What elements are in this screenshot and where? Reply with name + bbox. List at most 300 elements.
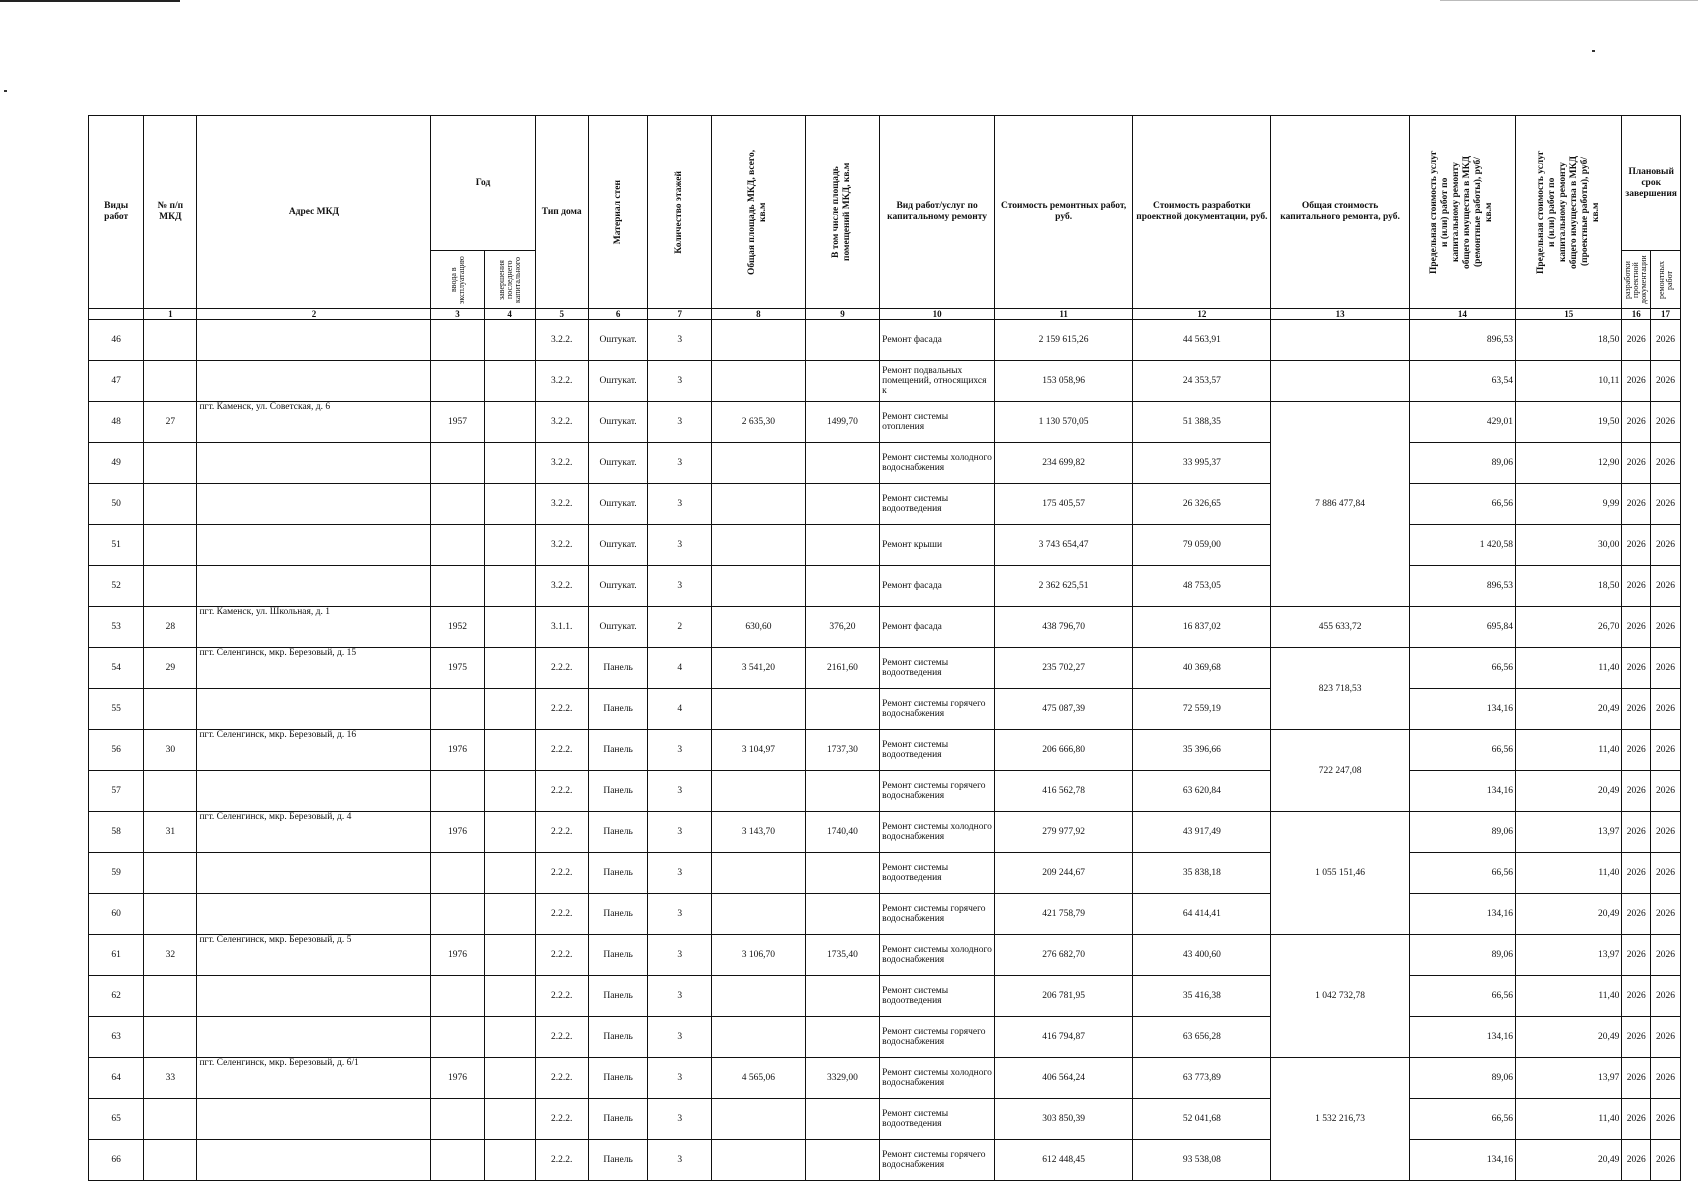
header-material-sten-text: Материал стен (612, 179, 623, 245)
cell-house-type: 2.2.2. (535, 730, 588, 771)
cell-floors: 3 (648, 484, 712, 525)
cell-row-number: 51 (89, 525, 144, 566)
cell-repair-cost: 206 666,80 (995, 730, 1133, 771)
cell-house-type: 2.2.2. (535, 648, 588, 689)
cell-repair-cost: 279 977,92 (995, 812, 1133, 853)
cell-address (197, 484, 431, 525)
cell-wall-material: Панель (588, 1140, 648, 1181)
cell-year-last-repair (484, 1140, 535, 1181)
cell-deadline-project: 2026 (1622, 1140, 1651, 1181)
cell-limit-project: 30,00 (1516, 525, 1622, 566)
cell-deadline-repair: 2026 (1651, 443, 1681, 484)
table-row (89, 566, 1681, 607)
cell-address (197, 443, 431, 484)
cell-year-last-repair (484, 566, 535, 607)
cell-wall-material: Панель (588, 1099, 648, 1140)
cell-address: пгт. Селенгинск, мкр. Березовый, д. 5 (197, 935, 431, 976)
cell-mkd-number (144, 484, 197, 525)
cell-house-type: 2.2.2. (535, 935, 588, 976)
cell-house-type: 2.2.2. (535, 1140, 588, 1181)
cell-total-area (712, 361, 806, 402)
cell-project-cost: 48 753,05 (1133, 566, 1271, 607)
cell-deadline-repair: 2026 (1651, 566, 1681, 607)
cell-house-type: 2.2.2. (535, 1017, 588, 1058)
cell-repair-cost: 2 362 625,51 (995, 566, 1133, 607)
cell-floors: 3 (648, 402, 712, 443)
cell-limit-project: 20,49 (1516, 1017, 1622, 1058)
cell-row-number: 48 (89, 402, 144, 443)
cell-work-type: Ремонт подвальных помещений, относящихся к (880, 361, 995, 402)
cell-total-cost (1271, 320, 1409, 361)
repair-program-table (88, 115, 1681, 1181)
cell-house-type: 3.2.2. (535, 566, 588, 607)
cell-deadline-repair: 2026 (1651, 361, 1681, 402)
cell-year-built (431, 894, 484, 935)
cell-work-type: Ремонт системы водоотведения (880, 484, 995, 525)
cell-wall-material: Панель (588, 812, 648, 853)
cell-row-number: 50 (89, 484, 144, 525)
cell-deadline-repair: 2026 (1651, 320, 1681, 361)
cell-year-built (431, 689, 484, 730)
cell-total-area (712, 320, 806, 361)
cell-limit-project: 11,40 (1516, 1099, 1622, 1140)
cell-total-cost: 455 633,72 (1271, 607, 1409, 648)
table-row (89, 771, 1681, 812)
cell-house-type: 3.2.2. (535, 443, 588, 484)
cell-year-last-repair (484, 1058, 535, 1099)
cell-wall-material: Оштукат. (588, 566, 648, 607)
cell-limit-repair: 89,06 (1409, 443, 1515, 484)
cell-total-area (712, 894, 806, 935)
column-number: 1 (144, 309, 197, 320)
cell-mkd-number: 29 (144, 648, 197, 689)
cell-limit-project: 12,90 (1516, 443, 1622, 484)
cell-limit-project: 11,40 (1516, 730, 1622, 771)
cell-deadline-project: 2026 (1622, 320, 1651, 361)
cell-limit-repair: 134,16 (1409, 894, 1515, 935)
cell-limit-project: 20,49 (1516, 771, 1622, 812)
cell-project-cost: 52 041,68 (1133, 1099, 1271, 1140)
header-pred-stoimost-rabot-text: Предельная стоимость услуг и (или) работ по капитальному ремонту общего имущества в МКД (ремонтные работы), руб/кв.м (1429, 150, 1495, 274)
column-number: 10 (880, 309, 995, 320)
cell-row-number: 53 (89, 607, 144, 648)
cell-repair-cost: 416 794,87 (995, 1017, 1133, 1058)
cell-address: пгт. Каменск, ул. Советская, д. 6 (197, 402, 431, 443)
cell-total-area: 2 635,30 (712, 402, 806, 443)
cell-wall-material: Панель (588, 771, 648, 812)
cell-address (197, 1099, 431, 1140)
scan-speck (1592, 50, 1595, 52)
header-tip-doma: Тип дома (535, 116, 588, 309)
cell-row-number: 58 (89, 812, 144, 853)
table-row (89, 935, 1681, 976)
cell-total-area: 3 541,20 (712, 648, 806, 689)
cell-year-built (431, 976, 484, 1017)
cell-mkd-number: 28 (144, 607, 197, 648)
cell-limit-project: 20,49 (1516, 1140, 1622, 1181)
cell-premises-area (805, 525, 879, 566)
cell-floors: 4 (648, 689, 712, 730)
cell-limit-project: 18,50 (1516, 320, 1622, 361)
cell-deadline-repair: 2026 (1651, 648, 1681, 689)
cell-total-area (712, 1099, 806, 1140)
cell-total-area (712, 1017, 806, 1058)
cell-year-built: 1976 (431, 812, 484, 853)
cell-row-number: 55 (89, 689, 144, 730)
cell-row-number: 65 (89, 1099, 144, 1140)
column-number: 2 (197, 309, 431, 320)
cell-year-last-repair (484, 402, 535, 443)
cell-premises-area: 3329,00 (805, 1058, 879, 1099)
header-etazhi (648, 116, 712, 309)
cell-address (197, 566, 431, 607)
cell-wall-material: Панель (588, 894, 648, 935)
cell-project-cost: 93 538,08 (1133, 1140, 1271, 1181)
cell-deadline-repair: 2026 (1651, 812, 1681, 853)
cell-year-built (431, 771, 484, 812)
column-number: 14 (1409, 309, 1515, 320)
cell-year-last-repair (484, 484, 535, 525)
cell-year-built: 1976 (431, 1058, 484, 1099)
cell-row-number: 64 (89, 1058, 144, 1099)
cell-project-cost: 64 414,41 (1133, 894, 1271, 935)
cell-total-cost: 1 055 151,46 (1271, 812, 1409, 935)
cell-premises-area (805, 689, 879, 730)
header-row-main (89, 116, 1681, 251)
cell-floors: 4 (648, 648, 712, 689)
cell-mkd-number (144, 1017, 197, 1058)
cell-project-cost: 43 917,49 (1133, 812, 1271, 853)
cell-limit-project: 11,40 (1516, 648, 1622, 689)
header-god-remonta (484, 251, 535, 309)
cell-deadline-repair: 2026 (1651, 525, 1681, 566)
table-row (89, 402, 1681, 443)
header-etazhi-text: Количество этажей (674, 170, 685, 254)
cell-project-cost: 63 773,89 (1133, 1058, 1271, 1099)
cell-year-last-repair (484, 361, 535, 402)
cell-mkd-number (144, 1140, 197, 1181)
cell-premises-area (805, 976, 879, 1017)
cell-limit-repair: 134,16 (1409, 771, 1515, 812)
header-stoimost-rabot: Стоимость ремонтных работ, руб. (995, 116, 1133, 309)
cell-deadline-project: 2026 (1622, 771, 1651, 812)
cell-deadline-project: 2026 (1622, 484, 1651, 525)
cell-work-type: Ремонт системы отопления (880, 402, 995, 443)
cell-project-cost: 63 620,84 (1133, 771, 1271, 812)
cell-deadline-project: 2026 (1622, 525, 1651, 566)
column-number: 15 (1516, 309, 1622, 320)
cell-deadline-project: 2026 (1622, 1058, 1651, 1099)
cell-wall-material: Оштукат. (588, 320, 648, 361)
cell-work-type: Ремонт системы водоотведения (880, 976, 995, 1017)
cell-year-last-repair (484, 853, 535, 894)
header-stoimost-proekt: Стоимость разработки проектной документации, руб. (1133, 116, 1271, 309)
table-row (89, 1058, 1681, 1099)
table-row (89, 648, 1681, 689)
cell-repair-cost: 175 405,57 (995, 484, 1133, 525)
cell-limit-repair: 66,56 (1409, 853, 1515, 894)
cell-work-type: Ремонт системы холодного водоснабжения (880, 935, 995, 976)
cell-address: пгт. Селенгинск, мкр. Березовый, д. 16 (197, 730, 431, 771)
cell-deadline-project: 2026 (1622, 1099, 1651, 1140)
cell-limit-repair: 66,56 (1409, 730, 1515, 771)
cell-mkd-number: 30 (144, 730, 197, 771)
cell-limit-repair: 89,06 (1409, 812, 1515, 853)
cell-total-area: 3 106,70 (712, 935, 806, 976)
cell-deadline-repair: 2026 (1651, 853, 1681, 894)
cell-house-type: 2.2.2. (535, 1099, 588, 1140)
header-nomer-mkd: № п/п МКД (144, 116, 197, 309)
cell-address (197, 976, 431, 1017)
cell-project-cost: 43 400,60 (1133, 935, 1271, 976)
cell-repair-cost: 406 564,24 (995, 1058, 1133, 1099)
cell-floors: 3 (648, 730, 712, 771)
cell-year-built (431, 361, 484, 402)
table-row (89, 607, 1681, 648)
cell-address (197, 320, 431, 361)
cell-work-type: Ремонт системы горячего водоснабжения (880, 1140, 995, 1181)
cell-work-type: Ремонт системы горячего водоснабжения (880, 1017, 995, 1058)
cell-floors: 3 (648, 566, 712, 607)
table-body (89, 320, 1681, 1181)
cell-repair-cost: 235 702,27 (995, 648, 1133, 689)
table-row (89, 689, 1681, 730)
cell-mkd-number (144, 361, 197, 402)
cell-year-last-repair (484, 1017, 535, 1058)
cell-work-type: Ремонт системы водоотведения (880, 1099, 995, 1140)
cell-limit-project: 26,70 (1516, 607, 1622, 648)
cell-limit-repair: 896,53 (1409, 320, 1515, 361)
cell-wall-material: Панель (588, 935, 648, 976)
cell-deadline-repair: 2026 (1651, 1140, 1681, 1181)
cell-year-last-repair (484, 689, 535, 730)
header-vid-rabot: Вид работ/услуг по капитальному ремонту (880, 116, 995, 309)
cell-house-type: 2.2.2. (535, 894, 588, 935)
cell-repair-cost: 206 781,95 (995, 976, 1133, 1017)
cell-limit-project: 11,40 (1516, 853, 1622, 894)
cell-project-cost: 44 563,91 (1133, 320, 1271, 361)
cell-premises-area (805, 853, 879, 894)
cell-work-type: Ремонт системы горячего водоснабжения (880, 771, 995, 812)
cell-address (197, 853, 431, 894)
cell-year-last-repair (484, 320, 535, 361)
cell-mkd-number: 31 (144, 812, 197, 853)
table-row (89, 525, 1681, 566)
cell-work-type: Ремонт системы горячего водоснабжения (880, 894, 995, 935)
cell-year-built (431, 1017, 484, 1058)
cell-address (197, 361, 431, 402)
cell-house-type: 2.2.2. (535, 853, 588, 894)
cell-address: пгт. Селенгинск, мкр. Березовый, д. 15 (197, 648, 431, 689)
cell-total-area (712, 1140, 806, 1181)
cell-house-type: 2.2.2. (535, 771, 588, 812)
cell-year-last-repair (484, 771, 535, 812)
cell-work-type: Ремонт фасада (880, 566, 995, 607)
cell-total-area: 3 104,97 (712, 730, 806, 771)
cell-project-cost: 33 995,37 (1133, 443, 1271, 484)
column-number: 5 (535, 309, 588, 320)
cell-mkd-number (144, 525, 197, 566)
cell-wall-material: Панель (588, 1058, 648, 1099)
cell-limit-repair: 134,16 (1409, 1017, 1515, 1058)
cell-repair-cost: 416 562,78 (995, 771, 1133, 812)
cell-repair-cost: 209 244,67 (995, 853, 1133, 894)
cell-limit-repair: 66,56 (1409, 648, 1515, 689)
cell-deadline-project: 2026 (1622, 402, 1651, 443)
cell-project-cost: 16 837,02 (1133, 607, 1271, 648)
cell-year-last-repair (484, 730, 535, 771)
cell-total-cost: 1 532 216,73 (1271, 1058, 1409, 1181)
cell-mkd-number: 27 (144, 402, 197, 443)
cell-deadline-repair: 2026 (1651, 976, 1681, 1017)
cell-repair-cost: 153 058,96 (995, 361, 1133, 402)
column-number: 13 (1271, 309, 1409, 320)
column-number: 11 (995, 309, 1133, 320)
cell-year-last-repair (484, 607, 535, 648)
cell-house-type: 3.1.1. (535, 607, 588, 648)
cell-premises-area: 2161,60 (805, 648, 879, 689)
cell-row-number: 56 (89, 730, 144, 771)
cell-repair-cost: 234 699,82 (995, 443, 1133, 484)
cell-row-number: 52 (89, 566, 144, 607)
cell-mkd-number (144, 443, 197, 484)
cell-deadline-project: 2026 (1622, 443, 1651, 484)
cell-premises-area: 376,20 (805, 607, 879, 648)
cell-deadline-repair: 2026 (1651, 771, 1681, 812)
cell-row-number: 61 (89, 935, 144, 976)
cell-address (197, 894, 431, 935)
cell-total-cost: 823 718,53 (1271, 648, 1409, 730)
cell-address (197, 689, 431, 730)
cell-premises-area (805, 484, 879, 525)
table-row (89, 484, 1681, 525)
header-god-vvoda (431, 251, 484, 309)
cell-total-cost (1271, 361, 1409, 402)
cell-limit-project: 13,97 (1516, 935, 1622, 976)
cell-year-built (431, 1099, 484, 1140)
table-row (89, 1017, 1681, 1058)
cell-mkd-number (144, 853, 197, 894)
cell-mkd-number (144, 771, 197, 812)
cell-house-type: 2.2.2. (535, 976, 588, 1017)
cell-floors: 3 (648, 894, 712, 935)
header-pred-stoimost-rabot (1409, 116, 1515, 309)
cell-floors: 3 (648, 443, 712, 484)
cell-limit-repair: 66,56 (1409, 1099, 1515, 1140)
cell-premises-area (805, 361, 879, 402)
table-row (89, 1099, 1681, 1140)
cell-house-type: 3.2.2. (535, 484, 588, 525)
cell-year-built (431, 525, 484, 566)
cell-floors: 3 (648, 771, 712, 812)
cell-total-area (712, 566, 806, 607)
cell-deadline-repair: 2026 (1651, 1017, 1681, 1058)
cell-premises-area (805, 771, 879, 812)
cell-deadline-project: 2026 (1622, 853, 1651, 894)
cell-floors: 3 (648, 1099, 712, 1140)
cell-limit-repair: 1 420,58 (1409, 525, 1515, 566)
cell-premises-area: 1737,30 (805, 730, 879, 771)
header-ploshad-pomesh-text: В том числе площадь помещений МКД, кв.м (831, 162, 853, 262)
cell-project-cost: 51 388,35 (1133, 402, 1271, 443)
cell-house-type: 2.2.2. (535, 1058, 588, 1099)
cell-deadline-repair: 2026 (1651, 730, 1681, 771)
cell-total-area (712, 689, 806, 730)
cell-year-built: 1952 (431, 607, 484, 648)
header-vidy-rabot: Виды работ (89, 116, 144, 309)
header-ploshad-pomesh (805, 116, 879, 309)
cell-premises-area (805, 1140, 879, 1181)
cell-premises-area (805, 894, 879, 935)
cell-year-built (431, 853, 484, 894)
cell-row-number: 57 (89, 771, 144, 812)
cell-row-number: 63 (89, 1017, 144, 1058)
table-row (89, 894, 1681, 935)
cell-deadline-repair: 2026 (1651, 484, 1681, 525)
header-adres: Адрес МКД (197, 116, 431, 309)
cell-work-type: Ремонт системы горячего водоснабжения (880, 689, 995, 730)
cell-mkd-number (144, 566, 197, 607)
cell-deadline-project: 2026 (1622, 689, 1651, 730)
cell-address: пгт. Каменск, ул. Школьная, д. 1 (197, 607, 431, 648)
cell-total-area (712, 525, 806, 566)
cell-mkd-number (144, 894, 197, 935)
cell-project-cost: 35 396,66 (1133, 730, 1271, 771)
cell-work-type: Ремонт фасада (880, 607, 995, 648)
column-number: 16 (1622, 309, 1651, 320)
cell-row-number: 59 (89, 853, 144, 894)
cell-year-last-repair (484, 935, 535, 976)
cell-year-last-repair (484, 812, 535, 853)
column-number-blank (89, 309, 144, 320)
cell-project-cost: 26 326,65 (1133, 484, 1271, 525)
cell-house-type: 2.2.2. (535, 812, 588, 853)
cell-year-built: 1975 (431, 648, 484, 689)
cell-mkd-number (144, 689, 197, 730)
header-ploshad-obshaya-text: Общая площадь МКД, всего, кв.м (747, 149, 769, 275)
cell-address (197, 771, 431, 812)
cell-wall-material: Оштукат. (588, 361, 648, 402)
column-number: 12 (1133, 309, 1271, 320)
cell-year-last-repair (484, 443, 535, 484)
cell-limit-repair: 134,16 (1409, 1140, 1515, 1181)
cell-total-cost: 7 886 477,84 (1271, 402, 1409, 607)
cell-year-built: 1976 (431, 730, 484, 771)
cell-premises-area: 1740,40 (805, 812, 879, 853)
table-row (89, 730, 1681, 771)
cell-project-cost: 40 369,68 (1133, 648, 1271, 689)
scan-edge-line (1440, 0, 1698, 1)
cell-deadline-project: 2026 (1622, 607, 1651, 648)
cell-year-last-repair (484, 1099, 535, 1140)
cell-premises-area (805, 320, 879, 361)
cell-row-number: 62 (89, 976, 144, 1017)
scan-speck (4, 90, 7, 92)
cell-repair-cost: 612 448,45 (995, 1140, 1133, 1181)
column-number: 8 (712, 309, 806, 320)
cell-limit-repair: 429,01 (1409, 402, 1515, 443)
cell-mkd-number: 33 (144, 1058, 197, 1099)
cell-wall-material: Панель (588, 976, 648, 1017)
cell-total-area (712, 771, 806, 812)
header-srok-remont-text: ремонтных работ (1656, 260, 1674, 299)
cell-deadline-repair: 2026 (1651, 894, 1681, 935)
header-srok-proekt (1622, 251, 1651, 309)
cell-limit-repair: 89,06 (1409, 935, 1515, 976)
cell-wall-material: Оштукат. (588, 525, 648, 566)
cell-address: пгт. Селенгинск, мкр. Березовый, д. 6/1 (197, 1058, 431, 1099)
table-row (89, 361, 1681, 402)
